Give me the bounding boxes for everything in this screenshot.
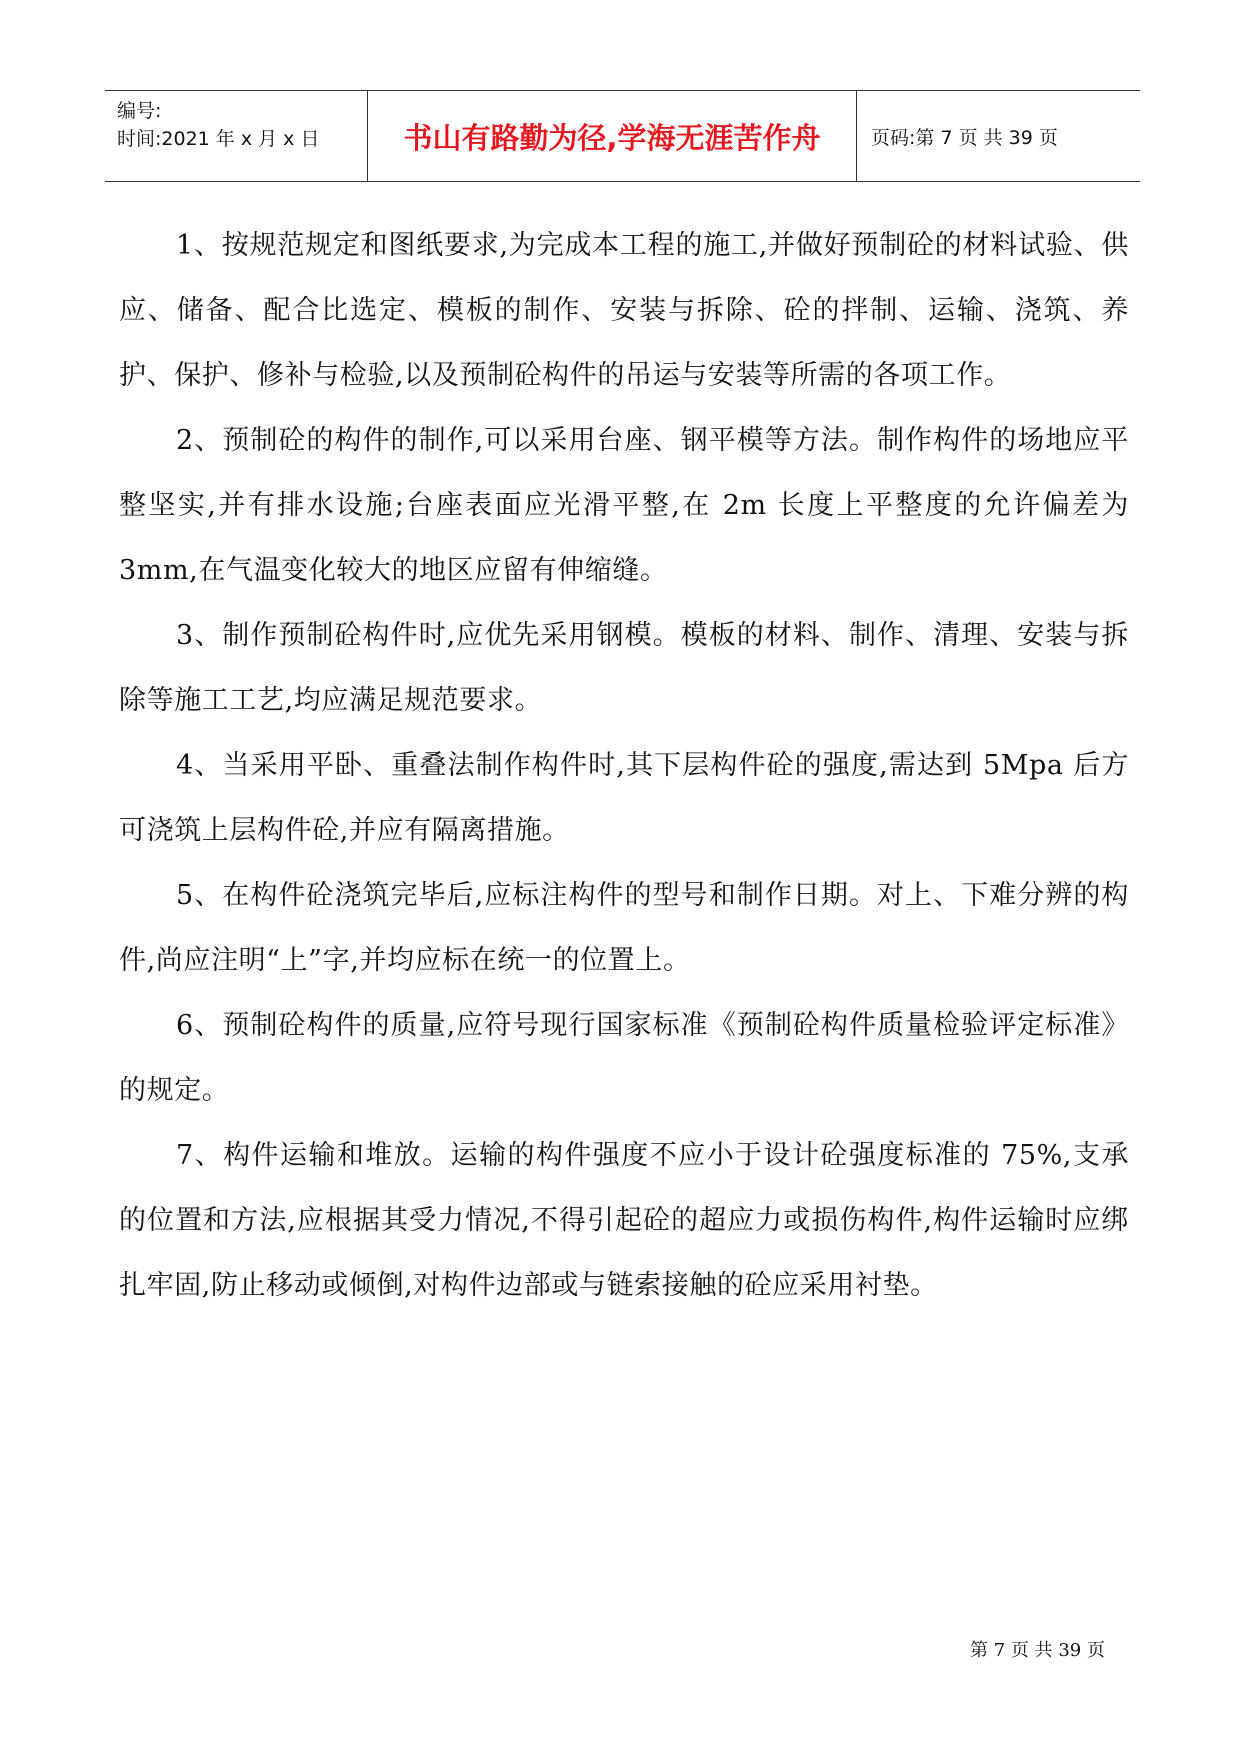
paragraph-1: 1、按规范规定和图纸要求,为完成本工程的施工,并做好预制砼的材料试验、供应、储备、配合比选定、模板的制作、安装与拆除、砼的拌制、运输、浇筑、养护、保护、修补与检验,以及预制砼构件的吊运与安装等所需的各项工作。 bbox=[119, 230, 1129, 391]
header-page-number: 页码:第 7 页 共 39 页 bbox=[871, 126, 1058, 149]
page-footer: 第 7 页 共 39 页 bbox=[970, 1640, 1105, 1661]
header-motto-cell bbox=[368, 91, 857, 181]
header-motto: 书山有路勤为径,学海无涯苦作舟 bbox=[403, 120, 821, 155]
serial-number-label: 编号: bbox=[117, 100, 162, 122]
document-body bbox=[119, 213, 1129, 1318]
paragraph-4: 4、当采用平卧、重叠法制作构件时,其下层构件砼的强度,需达到 5Mpa 后方可浇筑上层构件砼,并应有隔离措施。 bbox=[119, 750, 1129, 846]
paragraph-3: 3、制作预制砼构件时,应优先采用钢模。模板的材料、制作、清理、安装与拆除等施工工艺,均应满足规范要求。 bbox=[119, 620, 1129, 716]
paragraph-7: 7、构件运输和堆放。运输的构件强度不应小于设计砼强度标准的 75%,支承的位置和方法,应根据其受力情况,不得引起砼的超应力或损伤构件,构件运输时应绑扎牢固,防止移动或倾倒,对构件边部或与链索接触的砼应采用衬垫。 bbox=[119, 1140, 1129, 1301]
paragraph-2: 2、预制砼的构件的制作,可以采用台座、钢平模等方法。制作构件的场地应平整坚实,并有排水设施;台座表面应光滑平整,在 2m 长度上平整度的允许偏差为 3mm,在气温变化较大的地区应留有伸缩缝。 bbox=[119, 425, 1129, 586]
paragraph-5: 5、在构件砼浇筑完毕后,应标注构件的型号和制作日期。对上、下难分辨的构件,尚应注明“上”字,并均应标在统一的位置上。 bbox=[119, 880, 1129, 976]
page-header bbox=[105, 90, 1140, 182]
paragraph-6: 6、预制砼构件的质量,应符号现行国家标准《预制砼构件质量检验评定标准》的规定。 bbox=[119, 1010, 1129, 1106]
time-label: 时间:2021 年 x 月 x 日 bbox=[117, 128, 320, 150]
header-meta-cell bbox=[105, 91, 368, 181]
header-page-cell bbox=[857, 91, 1140, 181]
